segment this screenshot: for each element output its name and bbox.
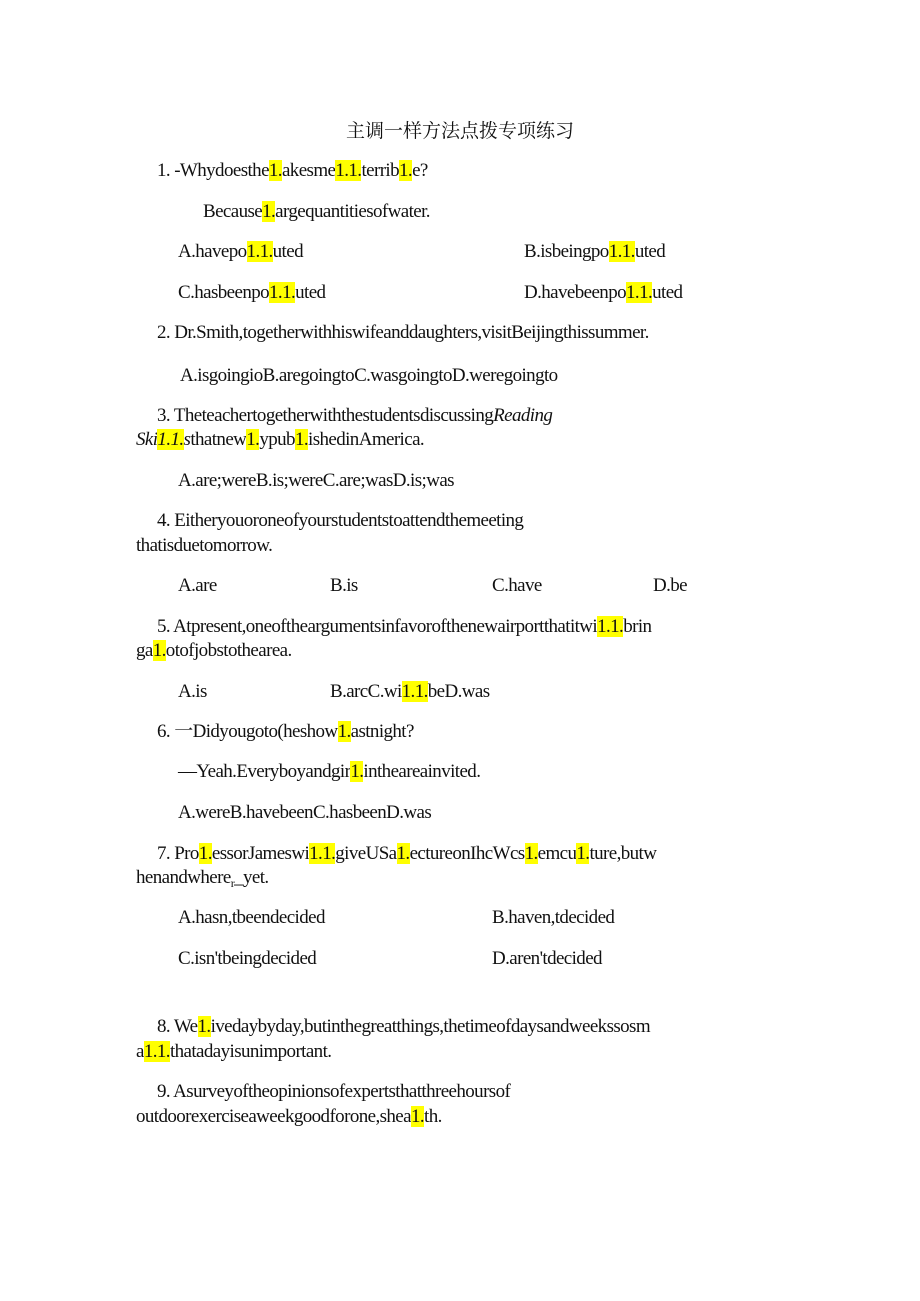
text-segment: Ski	[136, 429, 158, 450]
text-segment: ivedaybyday,butinthegreatthings,thetimeofdaysandweekssosm	[210, 1016, 651, 1037]
text-line	[136, 428, 424, 452]
text-segment: 2. Dr.Smith,togetherwithhiswifeanddaughters,visitBeijingthissummer.	[157, 322, 649, 343]
text-segment: B.isbeingpo	[524, 241, 609, 262]
highlighted-text: 1.1.	[608, 241, 635, 262]
text-segment: 9. Asurveyoftheopinionsofexpertsthatthreehoursof	[157, 1081, 511, 1102]
text-line	[157, 321, 649, 345]
text-segment: 4. Eitheryouoroneofyourstudentstoattendthemeeting	[157, 510, 524, 531]
text-segment: astnight?	[350, 721, 414, 742]
text-line	[178, 760, 480, 784]
text-segment: —Yeah.Everyboyandgir	[178, 761, 351, 782]
highlighted-text: 1.1.	[246, 241, 273, 262]
text-segment: thatadayisunimportant.	[169, 1041, 332, 1062]
text-segment: e?	[412, 160, 428, 181]
text-segment: D.aren'tdecided	[492, 948, 602, 969]
text-segment: giveUSa	[335, 843, 397, 864]
text-segment: intheareainvited.	[363, 761, 481, 782]
text-line	[136, 534, 272, 558]
text-segment: B.arcC.wi	[330, 681, 402, 702]
text-line	[178, 947, 316, 971]
text-segment: 1. -Whydoesthe	[157, 160, 269, 181]
text-line	[136, 866, 269, 895]
text-line	[178, 469, 454, 493]
text-segment: r	[230, 876, 235, 890]
text-segment: B.haven,tdecided	[492, 907, 615, 928]
highlighted-text: 1.1.	[626, 282, 653, 303]
text-line	[178, 574, 217, 598]
highlighted-text: 1.	[410, 1106, 425, 1127]
text-segment: A.are;wereB.is;wereC.are;wasD.is;was	[178, 470, 454, 491]
text-line	[178, 281, 325, 305]
text-line	[178, 801, 431, 825]
text-segment: essorJameswi	[211, 843, 310, 864]
highlighted-text: 1.	[576, 843, 590, 864]
text-segment: C.isn'tbeingdecided	[178, 948, 317, 969]
text-line	[203, 200, 430, 224]
text-segment: ture,butw	[589, 843, 657, 864]
highlighted-text: 1.	[396, 843, 410, 864]
text-segment: terrib	[361, 160, 399, 181]
text-line	[330, 680, 490, 704]
text-line	[178, 240, 303, 264]
text-line	[330, 574, 358, 598]
text-segment: uted	[634, 241, 666, 262]
text-segment: B.is	[330, 575, 358, 596]
highlighted-text: 1.	[337, 721, 351, 742]
page-title: 主调一样方法点拨专项练习	[345, 120, 574, 142]
text-line	[136, 1105, 442, 1129]
highlighted-text: 1.1.	[335, 160, 362, 181]
text-segment: thatnew	[190, 429, 247, 450]
text-segment: argequantitiesofwater.	[275, 201, 430, 222]
text-line	[178, 680, 207, 704]
text-line	[157, 1080, 510, 1104]
highlighted-text: 1.	[294, 429, 309, 450]
text-segment: ypub	[259, 429, 295, 450]
text-line	[653, 574, 687, 598]
highlighted-text: 1.	[198, 843, 212, 864]
text-segment: A.wereB.havebeenC.hasbeenD.was	[178, 802, 432, 823]
highlighted-text: 1.1.	[309, 843, 336, 864]
text-line	[492, 906, 614, 930]
text-line	[157, 842, 656, 866]
highlighted-text: 1.	[524, 843, 538, 864]
text-segment: a	[136, 1041, 144, 1062]
highlighted-text: 1.1.	[143, 1041, 170, 1062]
highlighted-text: 1.	[246, 429, 260, 450]
text-segment: ishedinAmerica.	[308, 429, 425, 450]
text-segment: emcu	[537, 843, 577, 864]
highlighted-text: 1.	[262, 201, 276, 222]
text-segment: Reading	[493, 405, 553, 426]
text-segment: A.hasn,tbeendecided	[178, 907, 325, 928]
text-segment: C.hasbeenpo	[178, 282, 270, 303]
text-line	[136, 639, 292, 663]
text-line	[157, 720, 414, 744]
highlighted-text: 1.	[399, 160, 413, 181]
text-segment: uted	[652, 282, 683, 303]
highlighted-text: 1.1.	[157, 429, 184, 450]
highlighted-text: 1.1.	[597, 616, 624, 637]
text-line	[157, 615, 651, 639]
text-segment: th.	[424, 1106, 442, 1127]
text-segment: C.have	[492, 575, 542, 596]
text-segment: ectureonIhcWcs	[409, 843, 525, 864]
text-line	[157, 509, 523, 533]
text-segment: otofjobstothearea.	[165, 640, 292, 661]
text-segment: A.is	[178, 681, 207, 702]
text-segment: _yet.	[234, 867, 269, 888]
text-line	[492, 947, 602, 971]
highlighted-text: 1.1.	[269, 282, 296, 303]
text-segment: uted	[295, 282, 326, 303]
text-line	[157, 1015, 650, 1039]
text-line	[157, 404, 552, 428]
text-segment: 5. Atpresent,oneoftheargumentsinfavorofthenewairportthatitwi	[157, 616, 598, 637]
text-segment: brin	[623, 616, 652, 637]
text-segment: 6. 一Didyougoto(heshow	[157, 721, 338, 742]
text-segment: akesme	[281, 160, 336, 181]
text-segment: D.havebeenpo	[524, 282, 627, 303]
text-segment: A.are	[178, 575, 217, 596]
text-line	[180, 364, 558, 388]
text-line	[157, 159, 428, 183]
text-segment: henandwhere	[136, 867, 231, 888]
text-segment: Because	[203, 201, 263, 222]
text-segment: D.be	[653, 575, 688, 596]
highlighted-text: 1.	[350, 761, 364, 782]
text-segment: A.isgoingioB.aregoingtoC.wasgoingtoD.weregoingto	[180, 365, 558, 386]
text-line	[136, 1040, 331, 1064]
highlighted-text: 1.	[268, 160, 282, 181]
text-segment: outdoorexerciseaweekgoodforone,shea	[136, 1106, 411, 1127]
text-segment: thatisduetomorrow.	[136, 535, 273, 556]
text-segment: 8. We	[157, 1016, 198, 1037]
text-segment: s	[183, 429, 191, 450]
text-segment: 7. Pro	[157, 843, 199, 864]
highlighted-text: 1.	[197, 1016, 211, 1037]
text-line	[524, 240, 665, 264]
text-line	[492, 574, 542, 598]
text-segment: 3. Theteachertogetherwiththestudentsdiscussing	[157, 405, 494, 426]
text-segment: uted	[272, 241, 303, 262]
text-segment: A.havepo	[178, 241, 247, 262]
text-line	[178, 906, 325, 930]
text-line	[524, 281, 682, 305]
text-segment: ga	[136, 640, 153, 661]
highlighted-text: 1.1.	[401, 681, 428, 702]
highlighted-text: 1.	[152, 640, 166, 661]
text-segment: beD.was	[427, 681, 490, 702]
